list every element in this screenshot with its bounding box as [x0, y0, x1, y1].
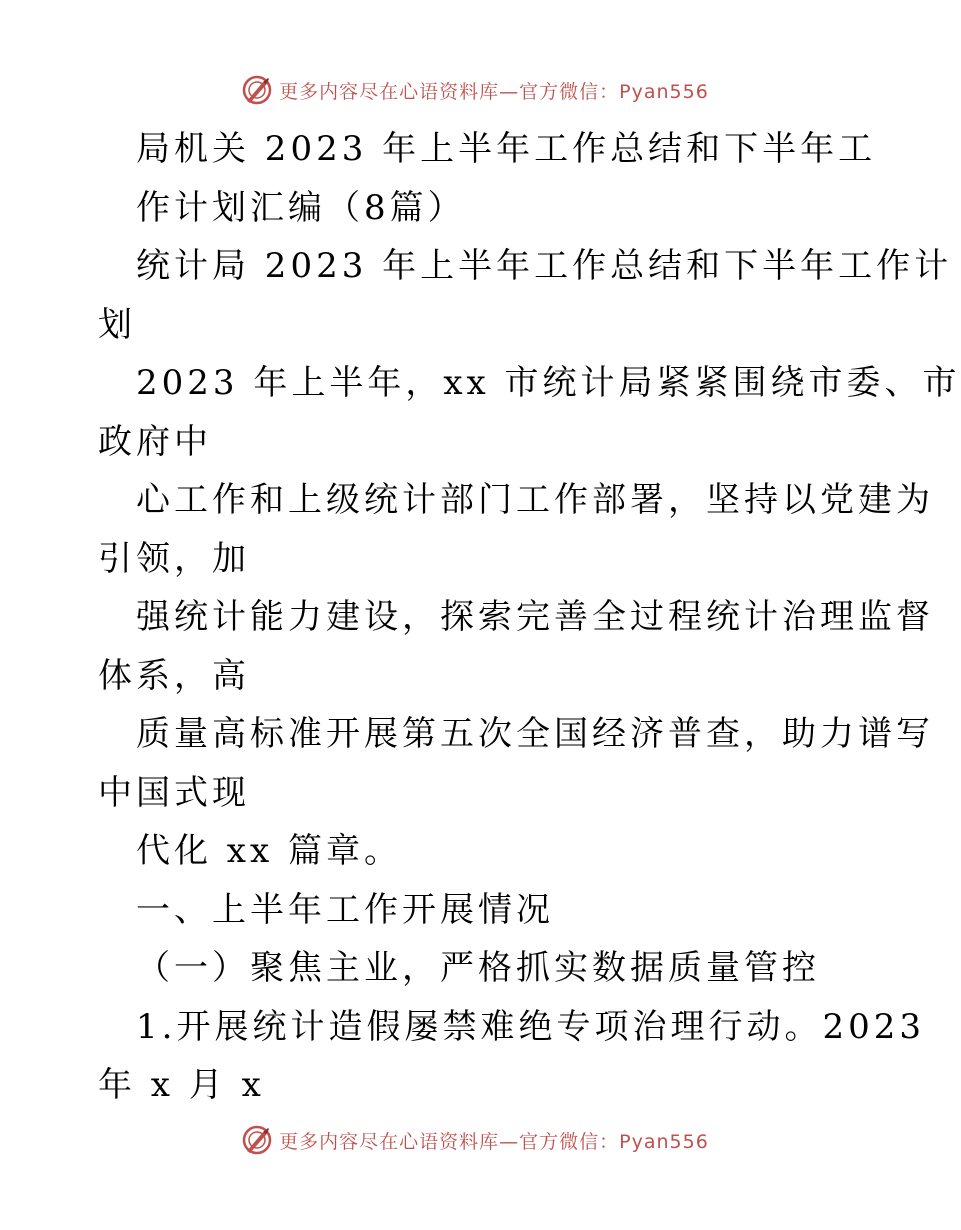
watermark-text: 更多内容尽在心语资料库—官方微信：Pyan556	[279, 1130, 709, 1153]
document-line: 局机关 2023 年上半年工作总结和下半年工	[136, 129, 877, 169]
document-line: 代化 xx 篇章。	[136, 831, 402, 871]
watermark-header	[0, 70, 950, 110]
document-line: （一）聚焦主业，严格抓实数据质量管控	[136, 948, 820, 988]
document-line: 引领，加	[98, 538, 250, 579]
document-body	[98, 120, 961, 1115]
document-line: 质量高标准开展第五次全国经济普查，助力谱写	[136, 714, 934, 754]
document-line: 统计局 2023 年上半年工作总结和下半年工作计	[136, 246, 953, 286]
document-line: 年 x 月 x	[98, 1065, 265, 1105]
document-line: 体系，高	[98, 655, 250, 696]
document-line: 一、上半年工作开展情况	[136, 889, 554, 930]
watermark-footer	[0, 1120, 950, 1160]
watermark-text: 更多内容尽在心语资料库—官方微信：Pyan556	[279, 80, 709, 103]
document-line: 2023 年上半年，xx 市统计局紧紧围绕市委、市	[136, 363, 961, 403]
document-line: 政府中	[98, 421, 212, 462]
document-line: 心工作和上级统计部门工作部署，坚持以党建为	[136, 480, 934, 520]
document-line: 划	[98, 304, 136, 345]
quill-pen-seal-icon	[241, 1124, 273, 1156]
quill-pen-seal-icon	[241, 74, 273, 106]
document-line: 作计划汇编（8篇）	[136, 187, 466, 228]
document-line: 强统计能力建设，探索完善全过程统计治理监督	[136, 597, 934, 637]
document-line: 1.开展统计造假屡禁难绝专项治理行动。2023	[136, 1006, 925, 1047]
document-line: 中国式现	[98, 772, 250, 813]
